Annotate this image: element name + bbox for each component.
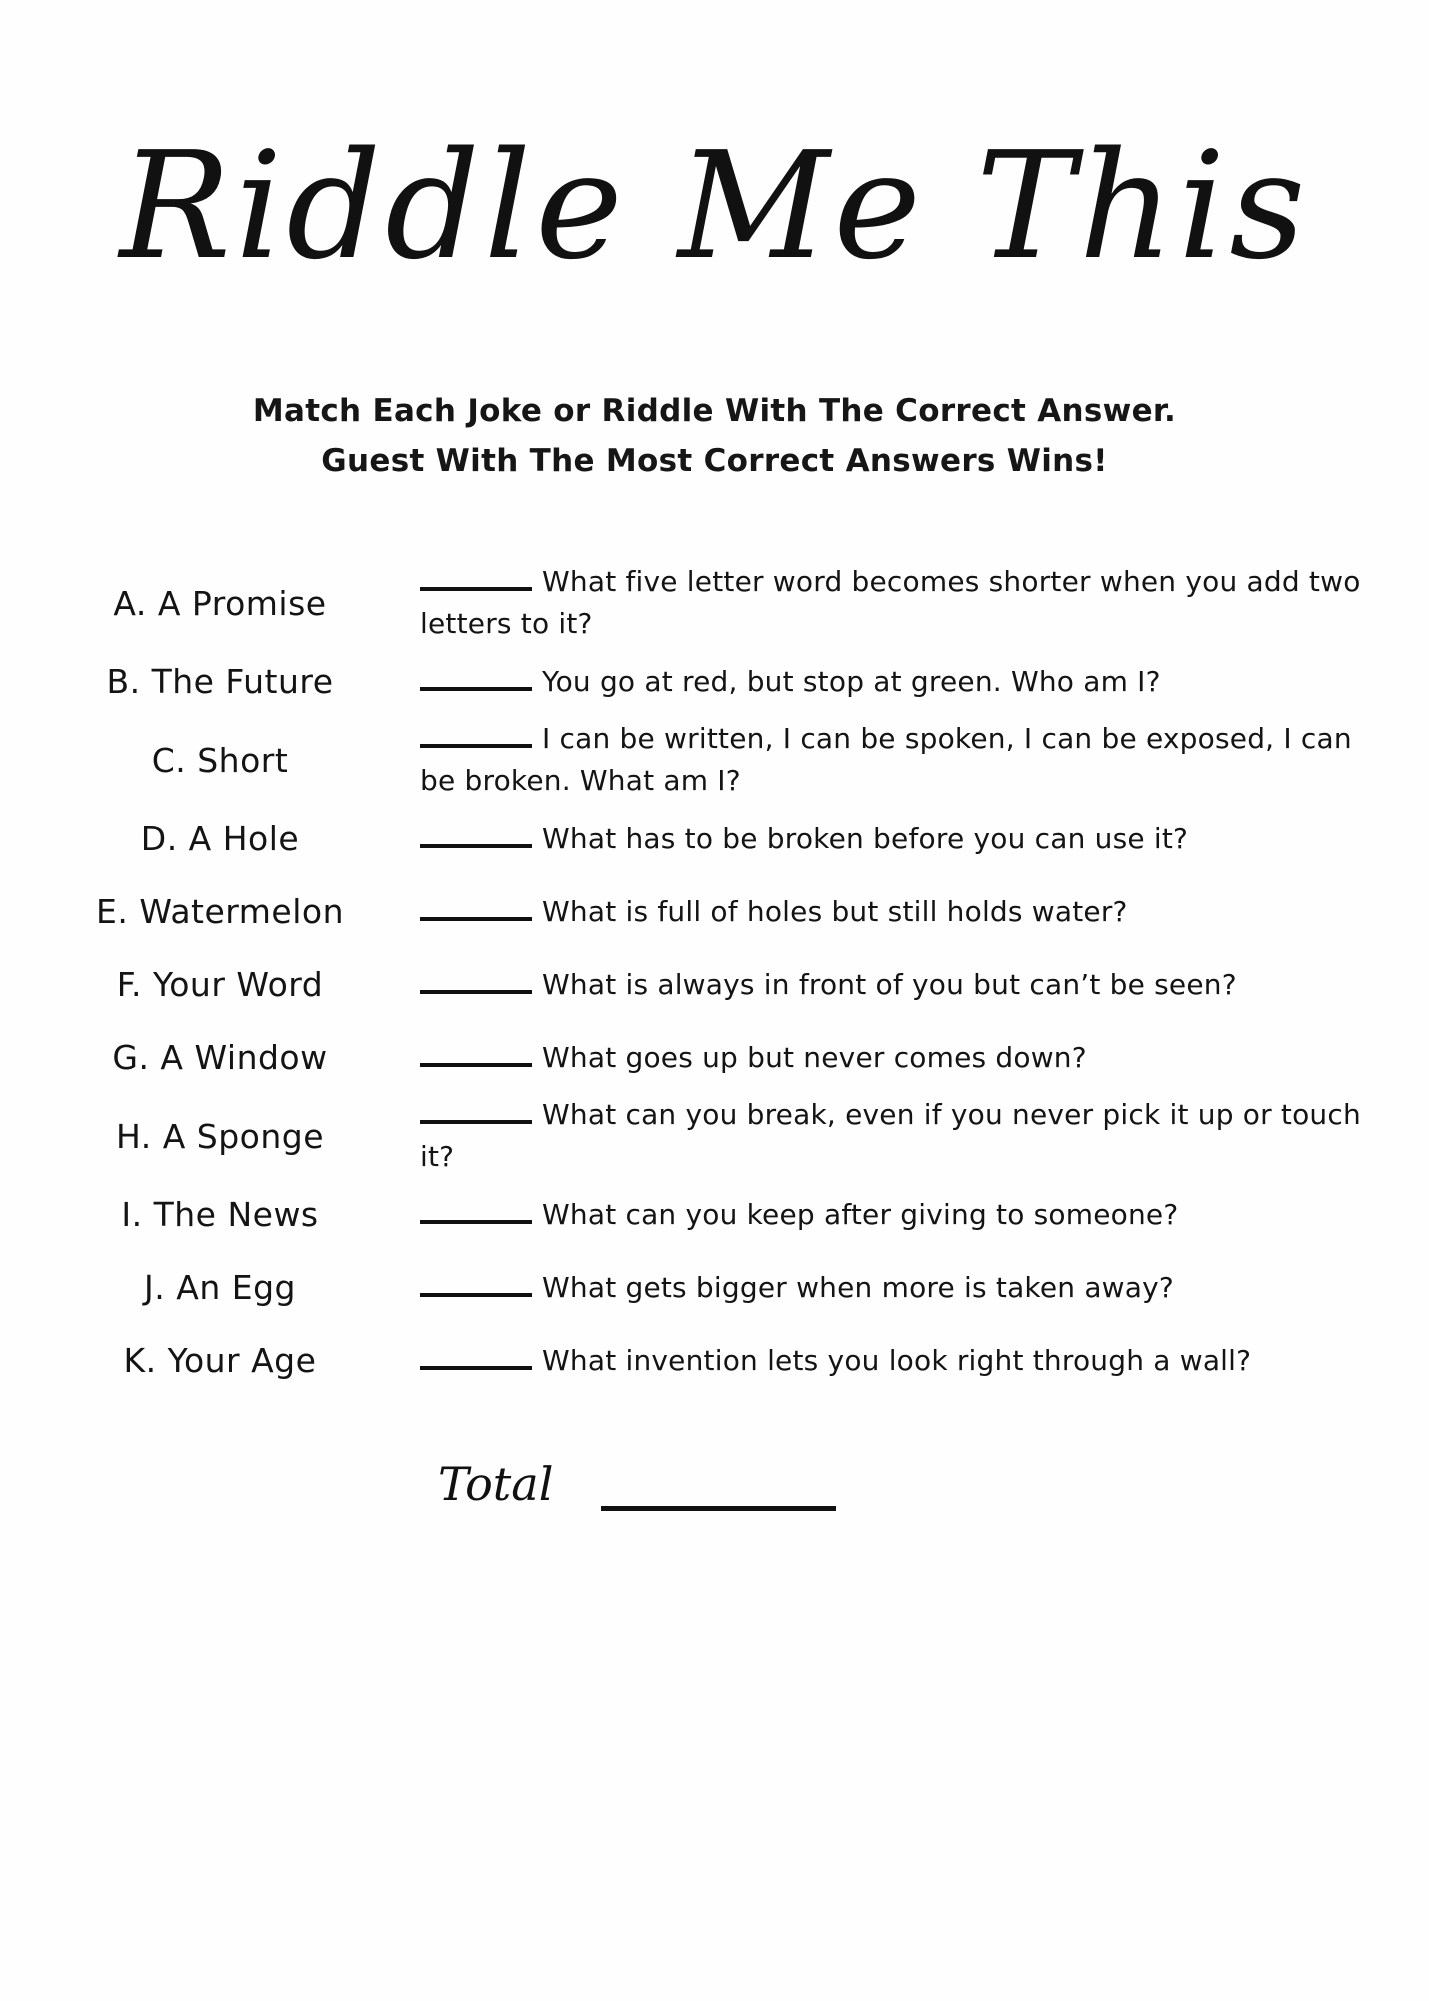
riddle-9	[420, 1194, 1370, 1236]
riddle-3	[420, 718, 1370, 802]
riddle-6-text: What is always in front of you but can’t be seen?	[542, 967, 1237, 1001]
answer-blank-3[interactable]	[420, 744, 532, 748]
answer-blank-8[interactable]	[420, 1120, 532, 1124]
riddle-2-text: You go at red, but stop at green. Who am I?	[542, 664, 1161, 698]
answer-blank-2[interactable]	[420, 687, 532, 691]
riddle-5-text: What is full of holes but still holds water?	[542, 894, 1128, 928]
riddle-10-text: What gets bigger when more is taken away?	[542, 1270, 1174, 1304]
answer-blank-1[interactable]	[420, 587, 532, 591]
answer-option-e: E. Watermelon	[95, 892, 345, 932]
riddle-8	[420, 1094, 1370, 1178]
answer-blank-4[interactable]	[420, 844, 532, 848]
answer-blank-7[interactable]	[420, 1063, 532, 1067]
riddle-9-text: What can you keep after giving to someone?	[542, 1197, 1179, 1231]
answer-option-c: C. Short	[151, 740, 289, 780]
riddle-10	[420, 1267, 1370, 1309]
riddle-3-text: I can be written, I can be spoken, I can be exposed, I can be broken. What am I?	[420, 722, 1352, 798]
match-row	[70, 718, 1370, 802]
match-row	[70, 948, 1370, 1021]
riddle-7	[420, 1037, 1370, 1079]
match-area	[70, 561, 1370, 1397]
answer-blank-5[interactable]	[420, 917, 532, 921]
match-row	[70, 875, 1370, 948]
riddle-4	[420, 818, 1370, 860]
riddle-4-text: What has to be broken before you can use it?	[542, 821, 1189, 855]
answer-option-b: B. The Future	[106, 662, 334, 702]
riddle-5	[420, 891, 1370, 933]
answer-blank-11[interactable]	[420, 1366, 532, 1370]
riddle-11	[420, 1340, 1370, 1382]
match-row	[70, 1324, 1370, 1397]
answer-blank-10[interactable]	[420, 1293, 532, 1297]
answer-option-g: G. A Window	[112, 1038, 328, 1078]
match-row	[70, 802, 1370, 875]
answer-option-h: H. A Sponge	[115, 1116, 325, 1156]
answer-blank-6[interactable]	[420, 990, 532, 994]
match-row	[70, 561, 1370, 645]
answer-option-i: I. The News	[121, 1195, 319, 1235]
answer-blank-9[interactable]	[420, 1220, 532, 1224]
riddle-8-text: What can you break, even if you never pick it up or touch it?	[420, 1098, 1361, 1174]
match-row	[70, 645, 1370, 718]
match-row	[70, 1178, 1370, 1251]
page-title: Riddle Me This	[119, 120, 1310, 292]
answer-option-j: J. An Egg	[144, 1268, 296, 1308]
instructions-line-1: Match Each Joke or Riddle With The Correct Answer.	[252, 393, 1177, 429]
total-blank[interactable]	[601, 1471, 836, 1511]
answer-option-k: K. Your Age	[123, 1341, 317, 1381]
instructions-line-2: Guest With The Most Correct Answers Wins!	[321, 442, 1108, 479]
total-row	[438, 1457, 1359, 1511]
riddle-7-text: What goes up but never comes down?	[542, 1040, 1087, 1074]
riddle-6	[420, 964, 1370, 1006]
riddle-1-text: What five letter word becomes shorter when you add two letters to it?	[420, 565, 1361, 641]
riddle-11-text: What invention lets you look right through a wall?	[542, 1343, 1252, 1377]
match-row	[70, 1021, 1370, 1094]
answer-option-f: F. Your Word	[116, 965, 324, 1005]
match-row	[70, 1251, 1370, 1324]
answer-option-d: D. A Hole	[140, 819, 300, 859]
instructions	[70, 387, 1359, 486]
match-row	[70, 1094, 1370, 1178]
total-label: Total	[438, 1457, 554, 1512]
answer-option-a: A. A Promise	[113, 583, 327, 623]
riddle-2	[420, 661, 1370, 703]
riddle-1	[420, 561, 1370, 645]
